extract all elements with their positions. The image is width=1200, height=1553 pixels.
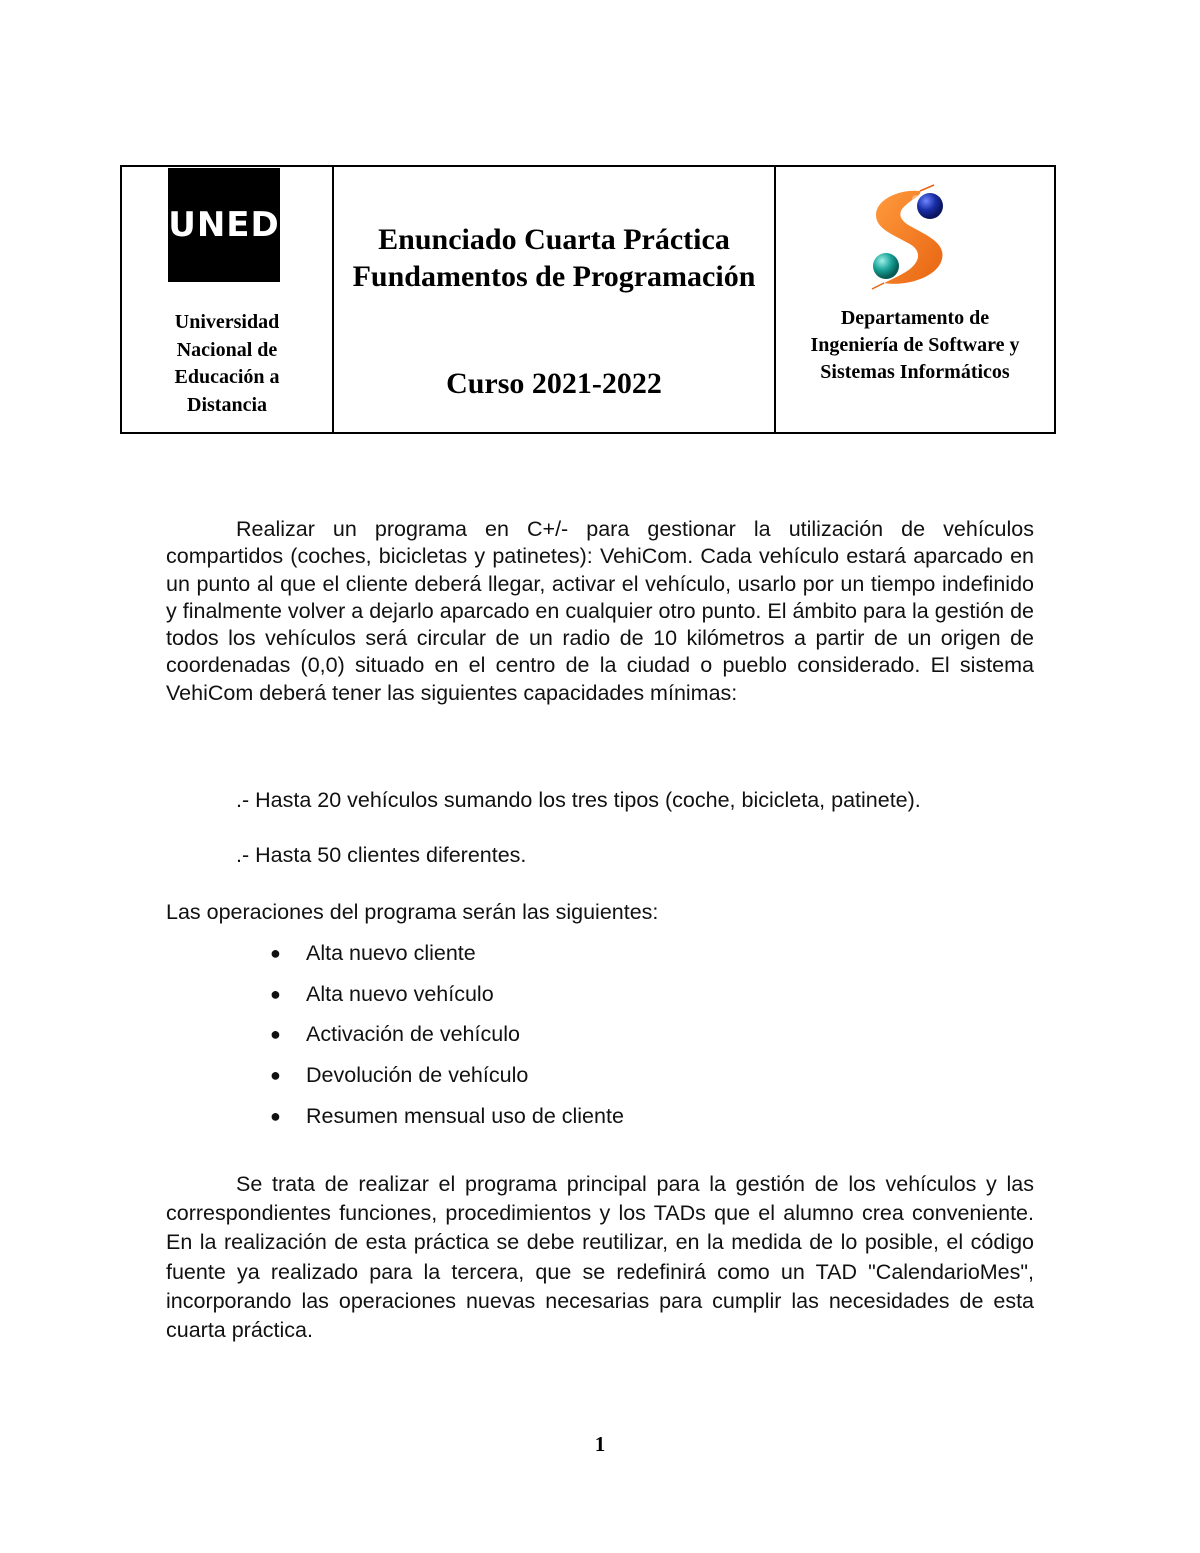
course-year: Curso 2021-2022 (446, 367, 662, 400)
bullet-icon: ● (270, 1024, 281, 1045)
department-cell (776, 167, 1054, 432)
operations-intro: Las operaciones del programa serán las siguientes: (166, 900, 659, 924)
uned-logo (168, 168, 280, 282)
department-logo-icon (864, 177, 956, 295)
uned-logo-text: UNED (168, 205, 280, 245)
document-title: Enunciado Cuarta Práctica Fundamentos de Programación (352, 223, 756, 293)
bullet-icon: ● (270, 1065, 281, 1086)
capacity-clients: .- Hasta 50 clientes diferentes. (236, 843, 527, 867)
capacity-vehicles: .- Hasta 20 vehículos sumando los tres tipos (coche, bicicleta, patinete). (236, 788, 921, 812)
bullet-icon: ● (270, 983, 281, 1004)
title-cell (334, 167, 776, 432)
bullet-icon: ● (270, 1105, 281, 1126)
intro-paragraph: Realizar un programa en C+/- para gestionar la utilización de vehículos compartidos (coches, bicicletas y patinetes): VehiCom. Cada vehículo estará aparcado en un punto al que el cliente deberá llegar, activar el vehículo, usarlo por un tiempo indefinido y finalmente volver a dejarlo aparcado en cualquier otro punto. El ámbito para la gestión de todos los vehículos será circular de un radio de 10 kilómetros a partir de un origen de coordenadas (0,0) situado en el centro de la ciudad o pueblo considerado. El sistema VehiCom deberá tener las siguientes capacidades mínimas: (166, 517, 1034, 705)
university-cell (122, 167, 334, 432)
university-name: Universidad Nacional de Educación a Distancia (174, 311, 280, 416)
closing-paragraph: Se trata de realizar el programa principal para la gestión de los vehículos y las correspondientes funciones, procedimientos y los TADs que el alumno crea conveniente. En la realización de esta práctica se debe reutilizar, en la medida de lo posible, el código fuente ya realizado para la tercera, que se redefinirá como un TAD "CalendarioMes", incorporando las operaciones nuevas necesarias para cumplir las necesidades de esta cuarta práctica. (166, 1172, 1034, 1343)
header-table (120, 165, 1056, 434)
page-number: 1 (594, 1432, 606, 1456)
bullet-icon: ● (270, 943, 281, 963)
department-name: Departamento de Ingeniería de Software y Sistemas Informáticos (810, 307, 1020, 383)
